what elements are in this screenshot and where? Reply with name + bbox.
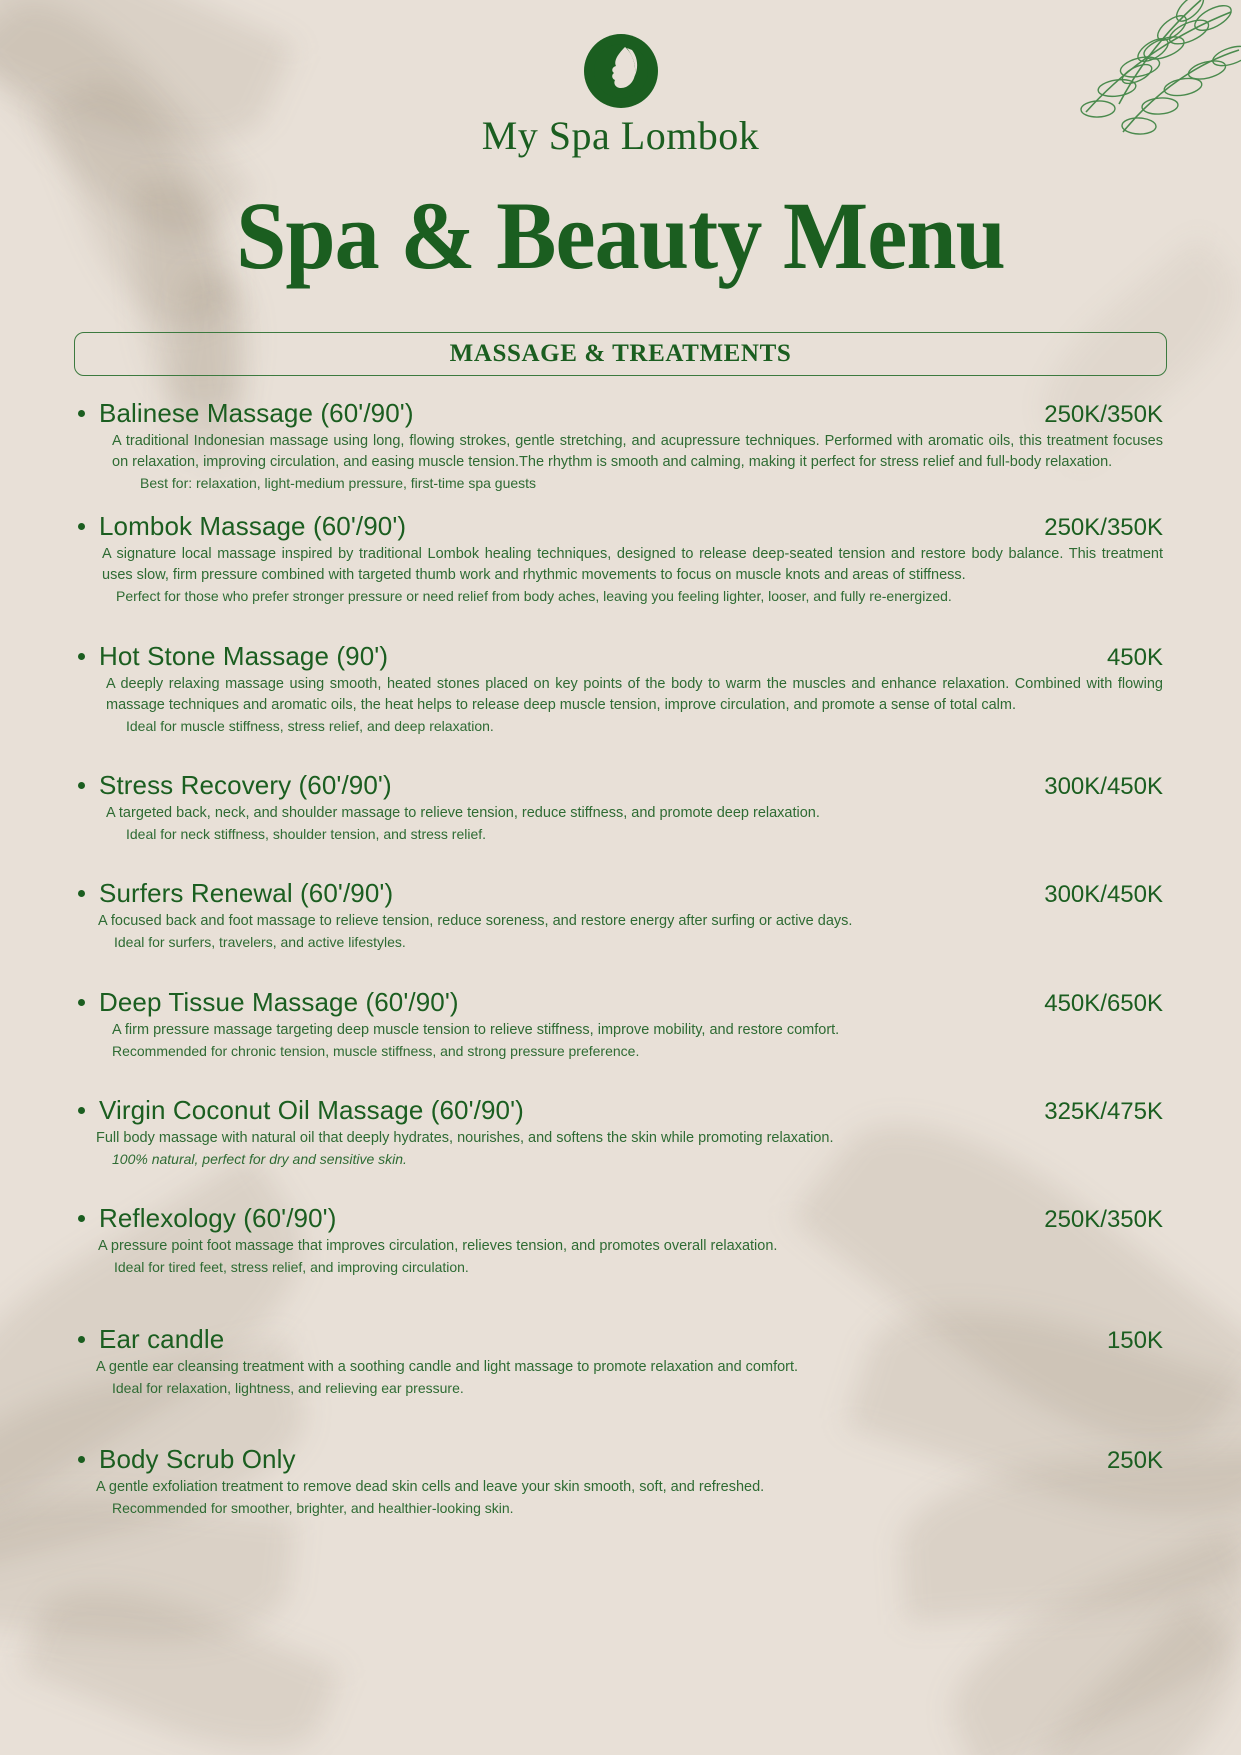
bullet-icon xyxy=(78,1456,85,1463)
menu-item-note: Ideal for relaxation, lightness, and relieving ear pressure. xyxy=(112,1379,464,1396)
menu-item xyxy=(78,770,1163,844)
menu-item-header xyxy=(78,1095,1163,1126)
menu-item-header xyxy=(78,511,1163,542)
menu-item-name: Balinese Massage (60'/90') xyxy=(99,398,414,428)
menu-item xyxy=(78,878,1163,952)
palm-shadow-frond xyxy=(991,1598,1241,1755)
menu-item-note: Ideal for neck stiffness, shoulder tension, and stress relief. xyxy=(126,826,487,842)
menu-item-description: A traditional Indonesian massage using long, flowing strokes, gentle stretching, and acupressure techniques. Performed with aromatic oils, this treatment focuses on relaxation, improving circulation, and easing muscle tension.The rhythm is smooth and calming, making it perfect for stress relief and full-body relaxation. xyxy=(112,433,1163,471)
menu-item xyxy=(78,511,1163,606)
bullet-icon xyxy=(78,523,85,530)
menu-item-price: 150K xyxy=(1106,1326,1163,1354)
menu-item-header xyxy=(78,987,1163,1018)
menu-item xyxy=(78,641,1163,736)
menu-item-header xyxy=(78,1324,1163,1355)
menu-item-name: Reflexology (60'/90') xyxy=(99,1203,337,1234)
menu-item-header xyxy=(78,1444,1163,1475)
menu-item-note: Ideal for surfers, travelers, and active lifestyles. xyxy=(114,934,406,951)
menu-item-description: Full body massage with natural oil that deeply hydrates, nourishes, and softens the skin while promoting relaxation. xyxy=(96,1129,834,1146)
menu-item-name: Body Scrub Only xyxy=(99,1443,296,1474)
section-header-label: MASSAGE & TREATMENTS xyxy=(449,340,792,367)
menu-item-price: 300K/450K xyxy=(1044,881,1163,909)
section-header-massage-treatments xyxy=(74,332,1167,376)
bullet-icon xyxy=(78,1107,85,1114)
page-title: Spa & Beauty Menu xyxy=(236,182,1005,289)
spa-logo xyxy=(584,34,658,108)
menu-item-price: 325K/475K xyxy=(1044,1097,1163,1125)
menu-item xyxy=(78,398,1163,493)
menu-item-price: 450K xyxy=(1106,643,1163,671)
bullet-icon xyxy=(78,999,85,1006)
menu-item-description: A gentle exfoliation treatment to remove dead skin cells and leave your skin smooth, soft, and refreshed. xyxy=(96,1478,765,1495)
menu-items-list xyxy=(78,398,1163,1518)
menu-item-description: A gentle ear cleansing treatment with a soothing candle and light massage to promote relaxation and comfort. xyxy=(96,1358,799,1375)
bullet-icon xyxy=(78,890,85,897)
menu-item-header xyxy=(78,398,1163,429)
menu-item-description: A deeply relaxing massage using smooth, heated stones placed on key points of the body to warm the muscles and enhance relaxation. Combined with flowing massage techniques and aromatic oils, the heat helps to release deep muscle tension, improve circulation, and promote a sense of total calm. xyxy=(106,675,1163,713)
menu-item-price: 250K/350K xyxy=(1044,1206,1163,1234)
menu-item-name: Deep Tissue Massage (60'/90') xyxy=(99,986,459,1017)
menu-item xyxy=(78,1444,1163,1518)
menu-item-note: Ideal for tired feet, stress relief, and improving circulation. xyxy=(114,1259,469,1276)
menu-item-price: 250K/350K xyxy=(1044,514,1163,542)
menu-item-price: 250K xyxy=(1106,1446,1163,1474)
palm-shadow-frond xyxy=(928,1529,1241,1755)
menu-item-note: Ideal for muscle stiffness, stress relief, and deep relaxation. xyxy=(126,717,494,734)
menu-item-note: Perfect for those who prefer stronger pressure or need relief from body aches, leaving you feeling lighter, looser, and fully re-energized. xyxy=(116,588,952,605)
menu-item-note: Recommended for chronic tension, muscle stiffness, and strong pressure preference. xyxy=(112,1042,640,1059)
palm-shadow-frond xyxy=(18,1558,341,1755)
menu-item xyxy=(78,1203,1163,1277)
bullet-icon xyxy=(78,410,85,417)
bullet-icon xyxy=(78,782,85,789)
menu-item-name: Hot Stone Massage (90') xyxy=(99,640,389,671)
menu-item xyxy=(78,1095,1163,1169)
menu-item-price: 250K/350K xyxy=(1044,401,1163,428)
menu-item-header xyxy=(78,878,1163,909)
menu-item-description: A firm pressure massage targeting deep muscle tension to relieve stiffness, improve mobility, and restore comfort. xyxy=(112,1021,840,1038)
menu-item-note: Best for: relaxation, light-medium pressure, first-time spa guests xyxy=(140,475,537,492)
menu-item-description: A focused back and foot massage to relieve tension, reduce soreness, and restore energy after surfing or active days. xyxy=(98,913,853,930)
menu-item xyxy=(78,987,1163,1061)
woman-face-profile-icon xyxy=(594,44,648,98)
menu-item-price: 450K/650K xyxy=(1044,989,1163,1017)
bullet-icon xyxy=(78,1336,85,1343)
brand-header xyxy=(0,0,1241,158)
brand-name: My Spa Lombok xyxy=(481,113,760,158)
menu-item-header xyxy=(78,770,1163,801)
menu-item-name: Surfers Renewal (60'/90') xyxy=(99,878,394,909)
menu-item-header xyxy=(78,1203,1163,1234)
menu-item-note: 100% natural, perfect for dry and sensitive skin. xyxy=(112,1150,407,1167)
menu-item-header xyxy=(78,641,1163,672)
menu-item-description: A targeted back, neck, and shoulder massage to relieve tension, reduce stiffness, and promote deep relaxation. xyxy=(106,804,820,821)
menu-item-description: A signature local massage inspired by traditional Lombok healing techniques, designed to release deep-seated tension and restore body balance. This treatment uses slow, firm pressure combined with targeted thumb work and rhythmic movements to focus on muscle knots and areas of stiffness. xyxy=(102,546,1163,584)
bullet-icon xyxy=(78,1215,85,1222)
menu-item-price: 300K/450K xyxy=(1044,772,1163,800)
bullet-icon xyxy=(78,653,85,660)
menu-item-name: Ear candle xyxy=(99,1323,225,1354)
menu-item-note: Recommended for smoother, brighter, and healthier-looking skin. xyxy=(112,1499,514,1516)
menu-item xyxy=(78,1324,1163,1398)
menu-item-name: Virgin Coconut Oil Massage (60'/90') xyxy=(99,1094,524,1125)
menu-item-name: Stress Recovery (60'/90') xyxy=(99,769,392,800)
menu-item-name: Lombok Massage (60'/90') xyxy=(99,511,407,542)
menu-item-description: A pressure point foot massage that improves circulation, relieves tension, and promotes overall relaxation. xyxy=(98,1238,778,1255)
